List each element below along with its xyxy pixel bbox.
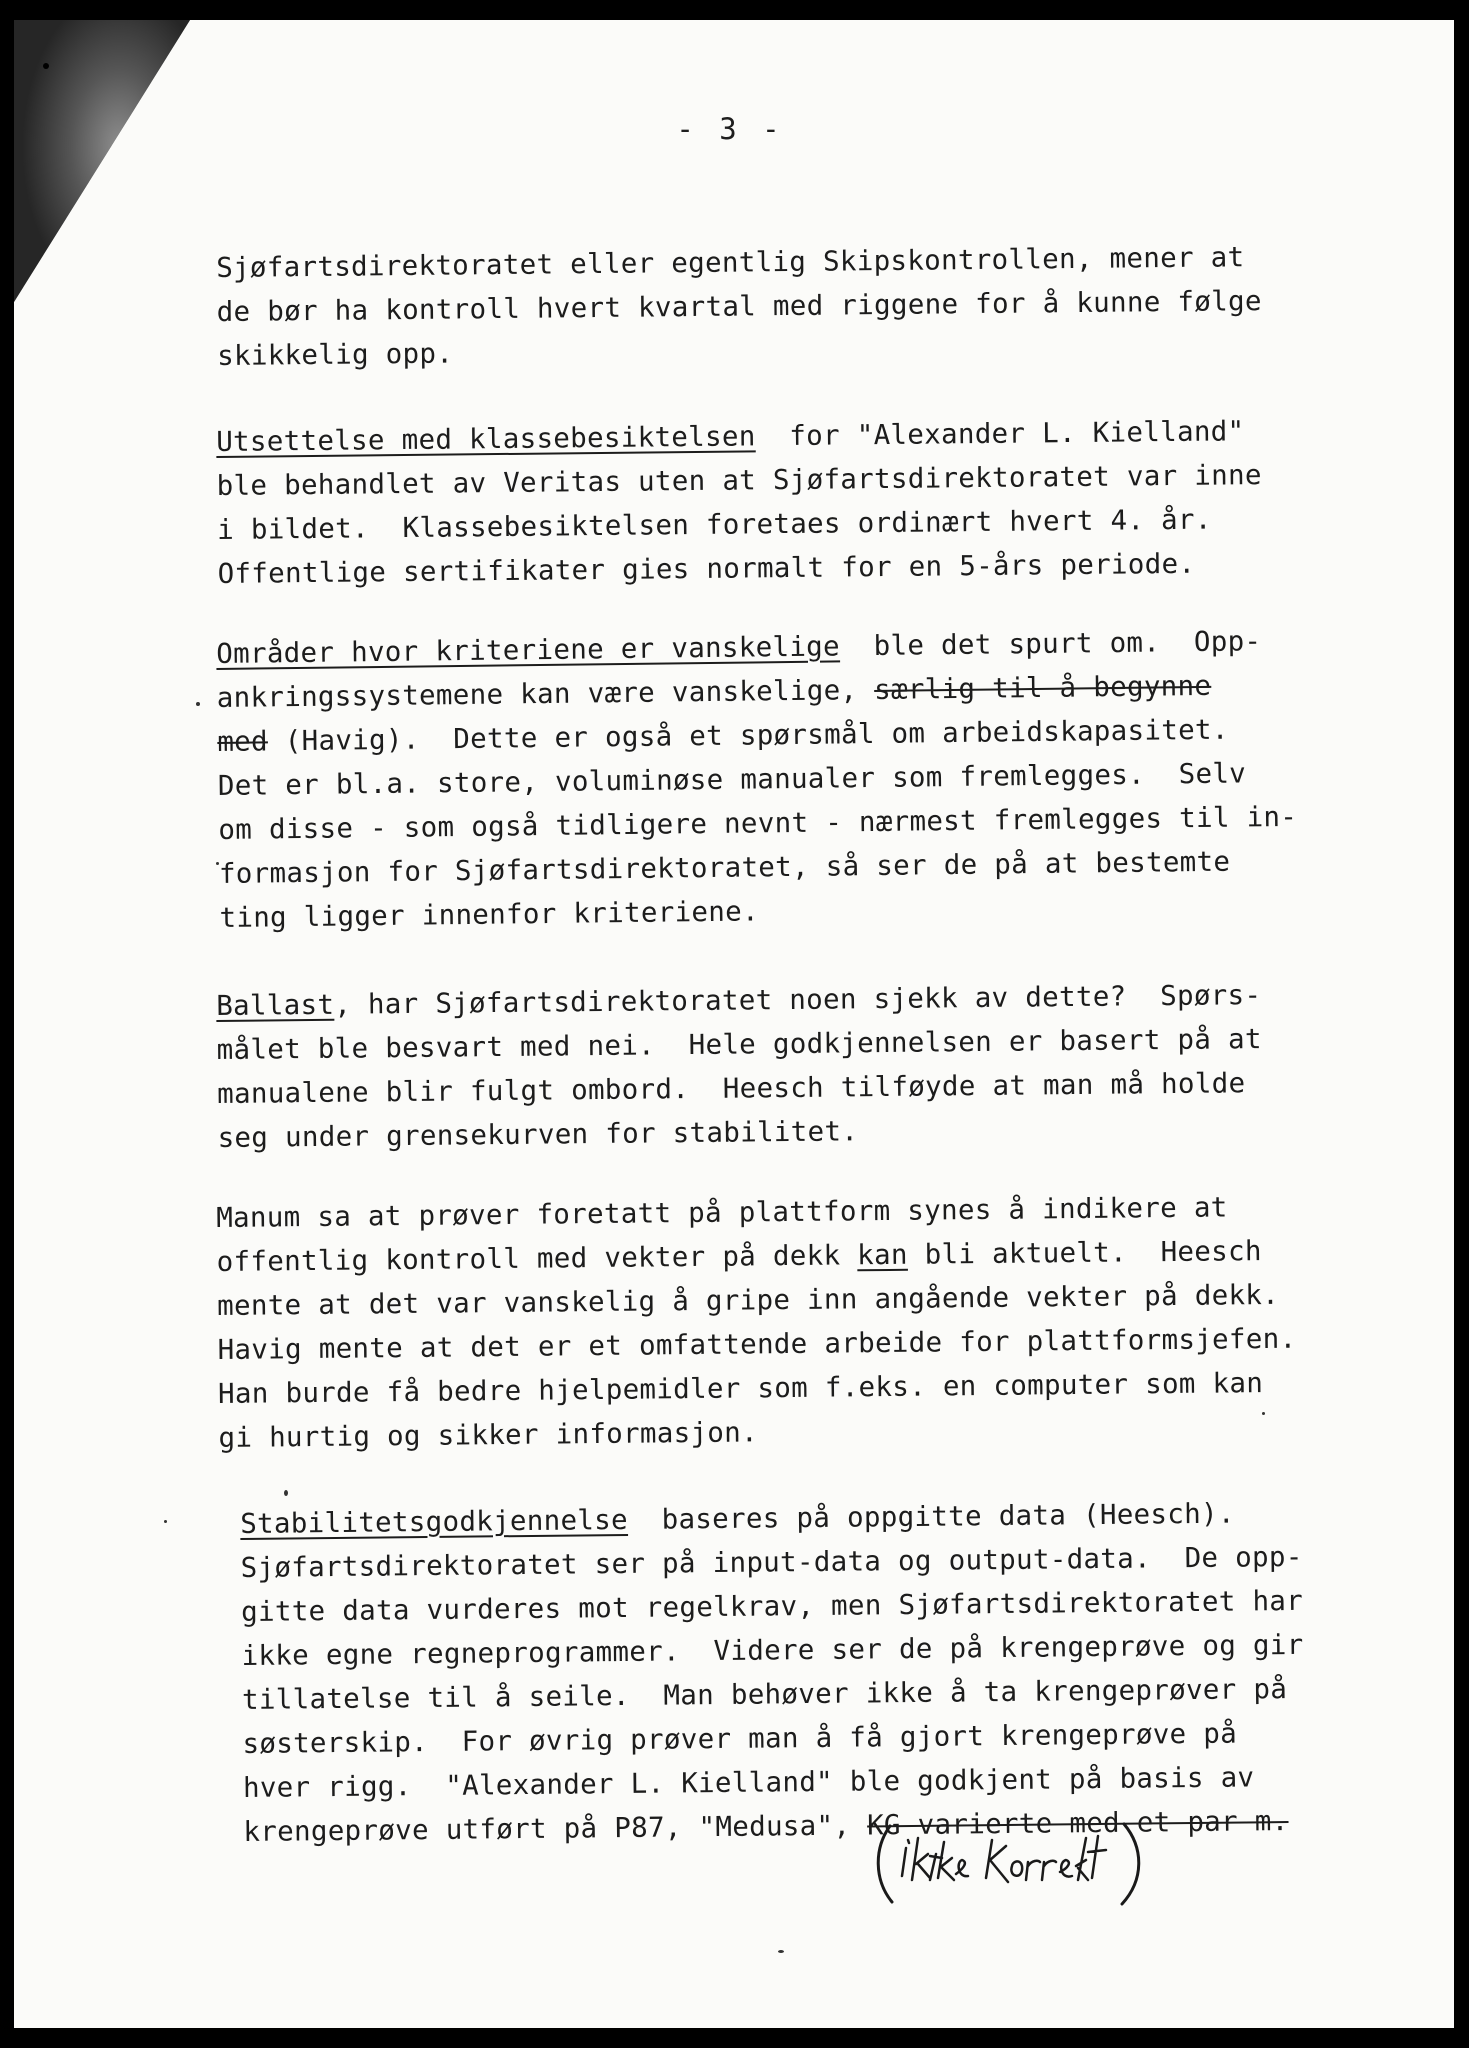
text-line: målet ble besvart med nei. Hele godkjennelsen er basert på at [216, 1023, 1262, 1066]
text-line: om disse - som også tidligere nevnt - nærmest fremlegges til in- [218, 800, 1298, 846]
paragraph-stability-approval [240, 1490, 1374, 1854]
text-span: offentlig kontroll med vekter på dekk [216, 1239, 858, 1278]
text-line: Sjøfartsdirektoratet eller egentlig Skipskontrollen, mener at [216, 241, 1245, 284]
paragraph-inspection-frequency [216, 234, 1347, 378]
text-line: Havig mente at det er et omfattende arbeide for plattformsjefen. [217, 1322, 1297, 1366]
underlined-heading: Utsettelse med klassebesiktelsen [216, 420, 756, 458]
paragraph-deck-loads [216, 1184, 1349, 1460]
text-span: (Havig). Dette er også et spørsmål om arbeidskapasitet. [267, 713, 1229, 758]
text-line: gi hurtig og sikker informasjon. [218, 1416, 759, 1454]
text-line: ikke egne regneprogrammer. Videre ser de på krengeprøve og gir [241, 1628, 1304, 1672]
text-line: tillatelse til å seile. Man behøver ikke å ta krengeprøver på [241, 1673, 1288, 1716]
struck-text: KG varierte med et par m. [866, 1805, 1289, 1842]
underlined-heading: Områder hvor kriteriene er vanskelige [216, 630, 841, 670]
text-span: baseres på oppgitte data (Heesch). [627, 1497, 1235, 1536]
underlined-word: kan [857, 1238, 908, 1272]
underlined-heading: Stabilitetsgodkjennelse [240, 1503, 629, 1540]
text-line: skikkelig opp. [216, 337, 454, 372]
scan-speck [216, 862, 219, 865]
scan-speck [196, 702, 200, 706]
text-line: hver rigg. "Alexander L. Kielland" ble godkjent på basis av [242, 1761, 1255, 1804]
text-span: , har Sjøfartsdirektoratet noen sjekk av dette? Spørs- [334, 979, 1262, 1021]
paragraph-class-survey [216, 408, 1348, 596]
text-line: Det er bl.a. store, voluminøse manualer som fremlegges. Selv [217, 757, 1247, 802]
text-line: mente at det var vanskelig å gripe inn angående vekter på dekk. [216, 1278, 1280, 1322]
folded-corner [14, 20, 214, 320]
scan-speck [778, 1950, 784, 1953]
paragraph-difficult-criteria [216, 618, 1350, 940]
handwritten-note [872, 1818, 1152, 1908]
text-line: i bildet. Klassebesiktelsen foretaes ordinært hvert 4. år. [216, 503, 1212, 546]
text-line: Offentlige sertifikater gies normalt for en 5-års periode. [217, 547, 1196, 590]
text-line: formasjon for Sjøfartsdirektoratet, så ser de på at bestemte [218, 845, 1231, 890]
text-span: for "Alexander L. Kielland" [755, 415, 1245, 453]
text-span: krengeprøve utført på P87, "Medusa", [243, 1809, 868, 1848]
text-line: Sjøfartsdirektoratet ser på input-data og output-data. De opp- [240, 1540, 1303, 1584]
struck-text: med [217, 725, 269, 758]
text-line: de bør ha kontroll hvert kvartal med riggene for å kunne følge [216, 285, 1262, 328]
text-line: søsterskip. For øvrig prøver man å få gjort krengeprøve på [242, 1717, 1238, 1760]
paragraph-ballast [216, 972, 1348, 1160]
text-line: Han burde få bedre hjelpemidler som f.eks. en computer som kan [217, 1367, 1264, 1410]
page-number: - 3 - [676, 112, 784, 146]
text-span: ankringssystemene kan være vanskelige, [216, 673, 875, 714]
text-line: Manum sa at prøver foretatt på plattform synes å indikere at [216, 1191, 1228, 1234]
struck-text: særlig til å begynne [873, 669, 1212, 706]
text-line: seg under grensekurven for stabilitet. [217, 1115, 859, 1154]
scan-speck [164, 1520, 167, 1523]
text-line: ting ligger innenfor kriteriene. [219, 895, 760, 934]
underlined-heading: Ballast [216, 988, 335, 1022]
text-span: ble det spurt om. Opp- [839, 625, 1262, 663]
text-span: bli aktuelt. Heesch [907, 1235, 1262, 1271]
text-line: ble behandlet av Veritas uten at Sjøfartsdirektoratet var inne [216, 459, 1262, 502]
text-line: gitte data vurderes mot regelkrav, men Sjøfartsdirektoratet har [240, 1584, 1304, 1628]
scan-speck [284, 1490, 288, 1496]
scan-speck [1262, 1412, 1265, 1415]
text-line: manualene blir fulgt ombord. Heesch tilføyde at man må holde [216, 1067, 1246, 1110]
